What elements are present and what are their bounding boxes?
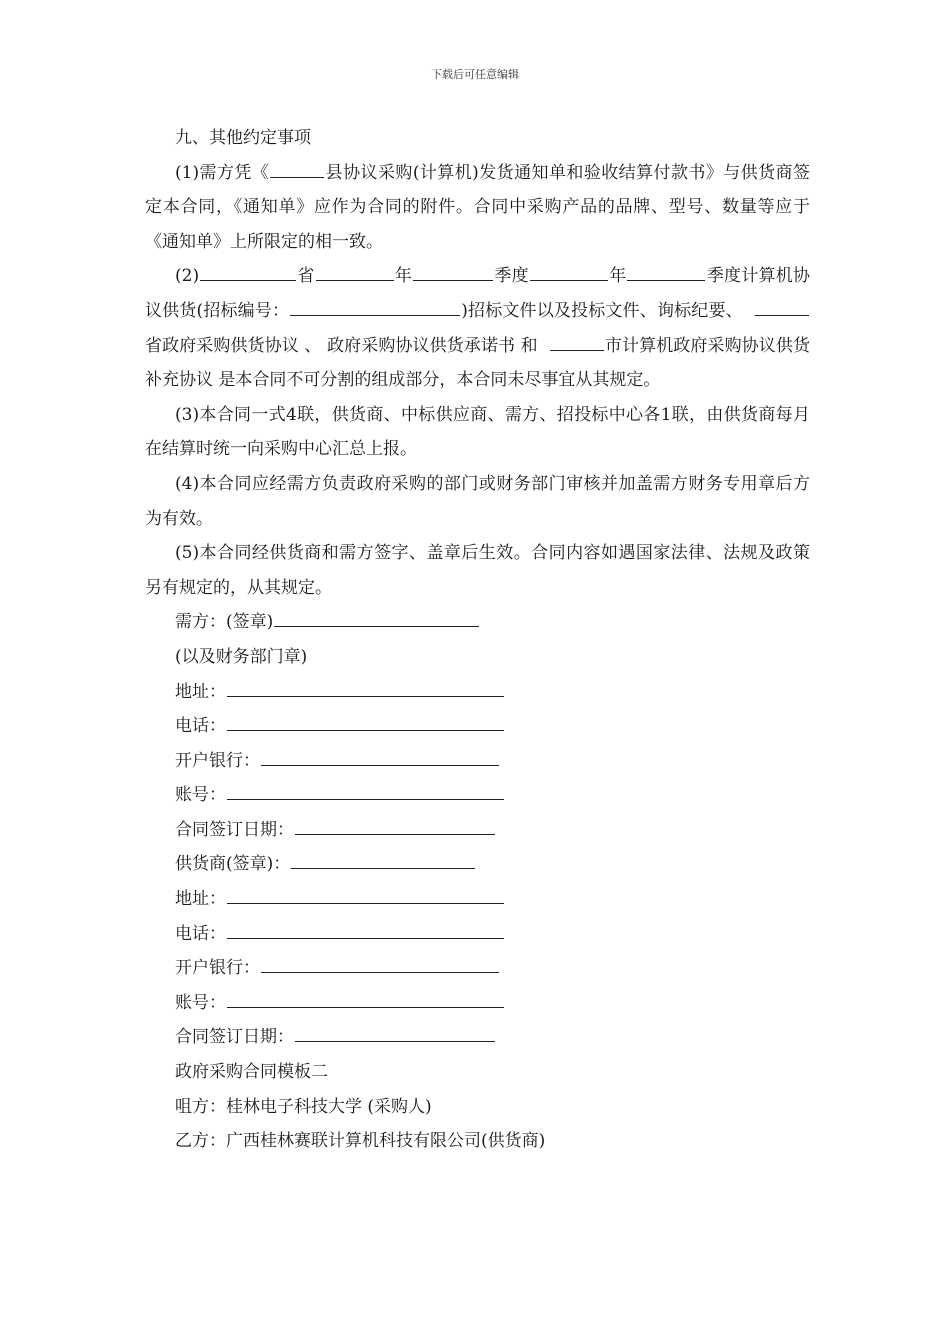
supplier-date-blank [295, 1025, 495, 1042]
buyer-sign-label: 需方：(签章) [175, 612, 274, 633]
buyer-phone-label: 电话： [175, 716, 226, 737]
buyer-account-row [145, 778, 810, 813]
page-header: 下载后可任意编辑 [431, 68, 519, 81]
template2-party-a: 咀方：桂林电子科技大学 (采购人) [175, 1096, 432, 1117]
clause-2 [145, 259, 810, 397]
supplier-phone-blank [227, 922, 504, 939]
blank-line [550, 334, 604, 351]
buyer-sign-blank [274, 610, 479, 627]
blank-line [200, 264, 296, 281]
blank-line [530, 264, 608, 281]
clause-2-part-g: )招标文件以及投标文件、询标纪要、 [461, 300, 743, 321]
clause-3: (3)本合同一式4联，供货商、中标供应商、需方、招投标中心各1联，由供货商每月在结算时统一向采购中心汇总上报。 [145, 404, 810, 460]
blank-line [627, 264, 705, 281]
clause-2-part-b: 省 [297, 266, 315, 287]
buyer-note: (以及财务部门章) [175, 646, 308, 667]
supplier-address-label: 地址： [175, 889, 226, 910]
supplier-date-label: 合同签订日期： [175, 1027, 294, 1048]
buyer-address-row [145, 675, 810, 710]
supplier-account-blank [227, 991, 504, 1008]
blank-line [413, 264, 493, 281]
buyer-phone-row [145, 709, 810, 744]
supplier-account-label: 账号： [175, 992, 226, 1013]
contract-body [145, 121, 810, 1159]
supplier-phone-row [145, 917, 810, 952]
buyer-account-label: 账号： [175, 785, 226, 806]
blank-line [316, 264, 394, 281]
clause-2-part-f: 季度计算机协议供货(招标编号： [145, 266, 811, 321]
buyer-address-blank [227, 680, 504, 697]
supplier-bank-row [145, 951, 810, 986]
template2-party-b: 乙方：广西桂林赛联计算机科技有限公司(供货商) [175, 1131, 546, 1152]
buyer-address-label: 地址： [175, 681, 226, 702]
supplier-account-row [145, 986, 810, 1021]
buyer-bank-label: 开户银行： [175, 750, 260, 771]
clause-2-part-h: 省政府采购供货协议 、 政府采购协议供货承诺书 和 [145, 335, 538, 356]
blank-line [755, 299, 809, 316]
supplier-sign-label: 供货商(签章)： [175, 854, 291, 875]
supplier-date-row [145, 1020, 810, 1055]
buyer-date-label: 合同签订日期： [175, 819, 294, 840]
clause-1-part-b: 县协议采购(计算机)发货通知单和验收结算付款书》与供货商签定本合同，《通知单》应作为合同的附件。合同中采购产品的品牌、型号、数量等应于《通知单》上所限定的相一致。 [145, 162, 810, 252]
buyer-phone-blank [227, 714, 504, 731]
buyer-account-blank [227, 783, 504, 800]
clause-1 [145, 156, 810, 260]
clause-2-part-c: 年 [394, 266, 413, 287]
buyer-bank-blank [261, 749, 499, 766]
supplier-sign-blank [291, 852, 475, 869]
clause-2-part-i: 市计算机政府采购协议供货补充协议 是本合同不可分割的组成部分，本合同未尽事宜从其规定。 [145, 335, 811, 391]
supplier-bank-blank [261, 956, 499, 973]
supplier-address-blank [227, 887, 504, 904]
supplier-bank-label: 开户银行： [175, 958, 260, 979]
blank-line [290, 299, 460, 316]
supplier-phone-label: 电话： [175, 923, 226, 944]
clause-1-part-a: (1)需方凭《 [175, 162, 270, 183]
buyer-sign-row [145, 605, 810, 640]
clause-2-part-e: 年 [608, 266, 627, 287]
clause-5: (5)本合同经供货商和需方签字、盖章后生效。合同内容如遇国家法律、法规及政策另有规定的，从其规定。 [145, 543, 810, 598]
buyer-date-row [145, 813, 810, 848]
template2-title: 政府采购合同模板二 [175, 1062, 328, 1083]
section-title: 九、其他约定事项 [175, 128, 311, 148]
buyer-bank-row [145, 744, 810, 779]
clause-2-part-a: (2) [175, 266, 200, 287]
supplier-sign-row [145, 847, 810, 882]
buyer-date-blank [295, 818, 495, 835]
clause-2-part-d: 季度 [494, 266, 529, 287]
clause-4: (4)本合同应经需方负责政府采购的部门或财务部门审核并加盖需方财务专用章后方为有效。 [145, 473, 810, 529]
blank-line [270, 161, 324, 178]
supplier-address-row [145, 882, 810, 917]
